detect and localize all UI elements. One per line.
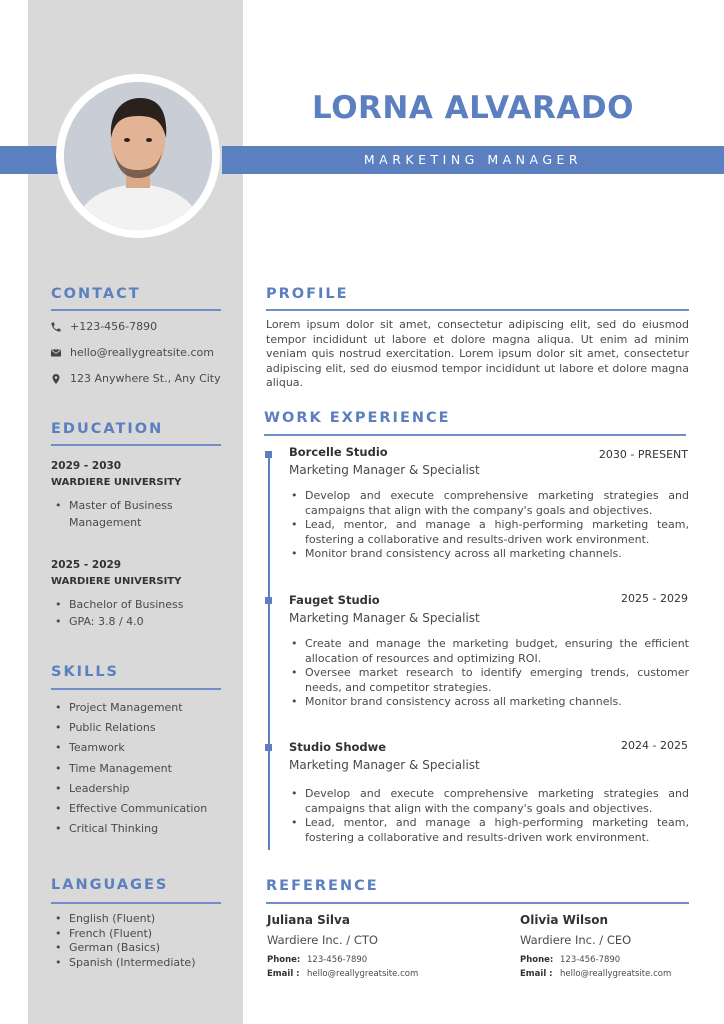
profile-summary: Lorem ipsum dolor sit amet, consectetur adipiscing elit, sed do eiusmod tempor incididunt ut labore et dolore magna aliqua. Ut enim ad minim veniam quis nostrud exercitation. Lorem ipsum dolor sit amet, consectetur adipiscing elit, sed do eiusmod tempor incididunt ut labore et dolore magna aliqua.	[266, 318, 689, 389]
phone-icon	[50, 321, 62, 333]
list-item: • Master of Business Management	[55, 498, 205, 531]
list-item: • Develop and execute comprehensive marketing strategies and campaigns that align with the company's goals and objectives.	[289, 787, 689, 816]
contact-heading: CONTACT	[51, 286, 141, 302]
address-text: 123 Anywhere St., Any City	[70, 372, 221, 385]
contact-phone	[50, 320, 157, 333]
education-years: 2025 - 2029	[51, 559, 122, 571]
contact-address	[50, 372, 221, 385]
email-label: Email :	[520, 969, 553, 979]
email-value: hello@reallygreatsite.com	[560, 969, 672, 979]
phone-text: +123-456-7890	[70, 320, 158, 333]
timeline-marker	[265, 597, 272, 604]
education-years: 2029 - 2030	[51, 460, 122, 472]
location-pin-icon	[50, 373, 62, 385]
languages-rule	[51, 902, 221, 904]
profile-heading: PROFILE	[266, 286, 349, 302]
list-item: • French (Fluent)	[55, 927, 195, 942]
list-item: • Monitor brand consistency across all marketing channels.	[289, 695, 689, 710]
job-role: Marketing Manager & Specialist	[289, 758, 480, 772]
job-company: Borcelle Studio	[289, 445, 388, 459]
languages-heading: LANGUAGES	[51, 877, 169, 893]
phone-value: 123-456-7890	[307, 955, 368, 965]
skills-list	[55, 698, 207, 839]
email-label: Email :	[267, 969, 300, 979]
phone-value: 123-456-7890	[560, 955, 621, 965]
work-rule	[264, 434, 686, 436]
phone-label: Phone:	[267, 955, 301, 965]
languages-list	[55, 912, 195, 970]
education-details	[55, 597, 184, 630]
list-item: • Bachelor of Business	[55, 597, 184, 614]
list-item: • Develop and execute comprehensive marketing strategies and campaigns that align with the company's goals and objectives.	[289, 489, 689, 518]
education-rule	[51, 444, 221, 446]
list-item: • Lead, mentor, and manage a high-performing marketing team, fostering a collaborative and results-driven work environment.	[289, 816, 689, 845]
phone-label: Phone:	[520, 955, 554, 965]
list-item: • Teamwork	[55, 738, 207, 758]
list-item: • Effective Communication	[55, 799, 207, 819]
reference-email	[520, 969, 671, 979]
reference-name: Juliana Silva	[267, 913, 350, 927]
job-dates: 2025 - 2029	[621, 592, 688, 605]
job-company: Studio Shodwe	[289, 740, 387, 754]
education-heading: EDUCATION	[51, 421, 164, 437]
timeline-marker	[265, 744, 272, 751]
contact-email	[50, 346, 214, 359]
list-item: • Spanish (Intermediate)	[55, 956, 195, 971]
job-title: MARKETING MANAGER	[363, 152, 583, 167]
reference-org: Wardiere Inc. / CEO	[520, 933, 632, 947]
list-item: • Lead, mentor, and manage a high-performing marketing team, fostering a collaborative and results-driven work environment.	[289, 518, 689, 547]
list-item: • Leadership	[55, 779, 207, 799]
job-dates: 2024 - 2025	[621, 739, 688, 752]
job-role: Marketing Manager & Specialist	[289, 463, 480, 477]
job-bullets	[289, 637, 689, 710]
skills-rule	[51, 688, 221, 690]
timeline-line	[268, 452, 270, 850]
reference-phone	[267, 955, 367, 965]
timeline-marker	[265, 451, 272, 458]
list-item: • Project Management	[55, 698, 207, 718]
mail-icon	[50, 347, 62, 359]
education-school: WARDIERE UNIVERSITY	[51, 477, 182, 488]
job-bullets	[289, 787, 689, 845]
list-item: • GPA: 3.8 / 4.0	[55, 614, 184, 631]
reference-email	[267, 969, 418, 979]
skills-heading: SKILLS	[51, 664, 119, 680]
job-company: Fauget Studio	[289, 593, 380, 607]
list-item: • Oversee market research to identify emerging trends, customer needs, and competitor strategies.	[289, 666, 689, 695]
list-item: • German (Basics)	[55, 941, 195, 956]
contact-rule	[51, 309, 221, 311]
education-details	[55, 498, 205, 531]
reference-name: Olivia Wilson	[520, 913, 609, 927]
list-item: • Monitor brand consistency across all marketing channels.	[289, 547, 689, 562]
list-item: • Public Relations	[55, 718, 207, 738]
candidate-name: LORNA ALVARADO	[312, 90, 634, 126]
reference-heading: REFERENCE	[266, 878, 379, 894]
list-item: • English (Fluent)	[55, 912, 195, 927]
list-item: • Time Management	[55, 759, 207, 779]
list-item: • Critical Thinking	[55, 819, 207, 839]
profile-photo	[64, 82, 212, 230]
education-school: WARDIERE UNIVERSITY	[51, 576, 182, 587]
job-role: Marketing Manager & Specialist	[289, 611, 480, 625]
job-bullets	[289, 489, 689, 562]
reference-phone	[520, 955, 620, 965]
title-band-left	[0, 146, 60, 174]
reference-org: Wardiere Inc. / CTO	[267, 933, 378, 947]
profile-rule	[266, 309, 689, 311]
email-value: hello@reallygreatsite.com	[307, 969, 419, 979]
email-text: hello@reallygreatsite.com	[70, 346, 214, 359]
job-dates: 2030 - PRESENT	[598, 448, 688, 461]
list-item: • Create and manage the marketing budget, ensuring the efficient allocation of resources and optimizing ROI.	[289, 637, 689, 666]
work-heading: WORK EXPERIENCE	[264, 410, 451, 426]
reference-rule	[266, 902, 689, 904]
